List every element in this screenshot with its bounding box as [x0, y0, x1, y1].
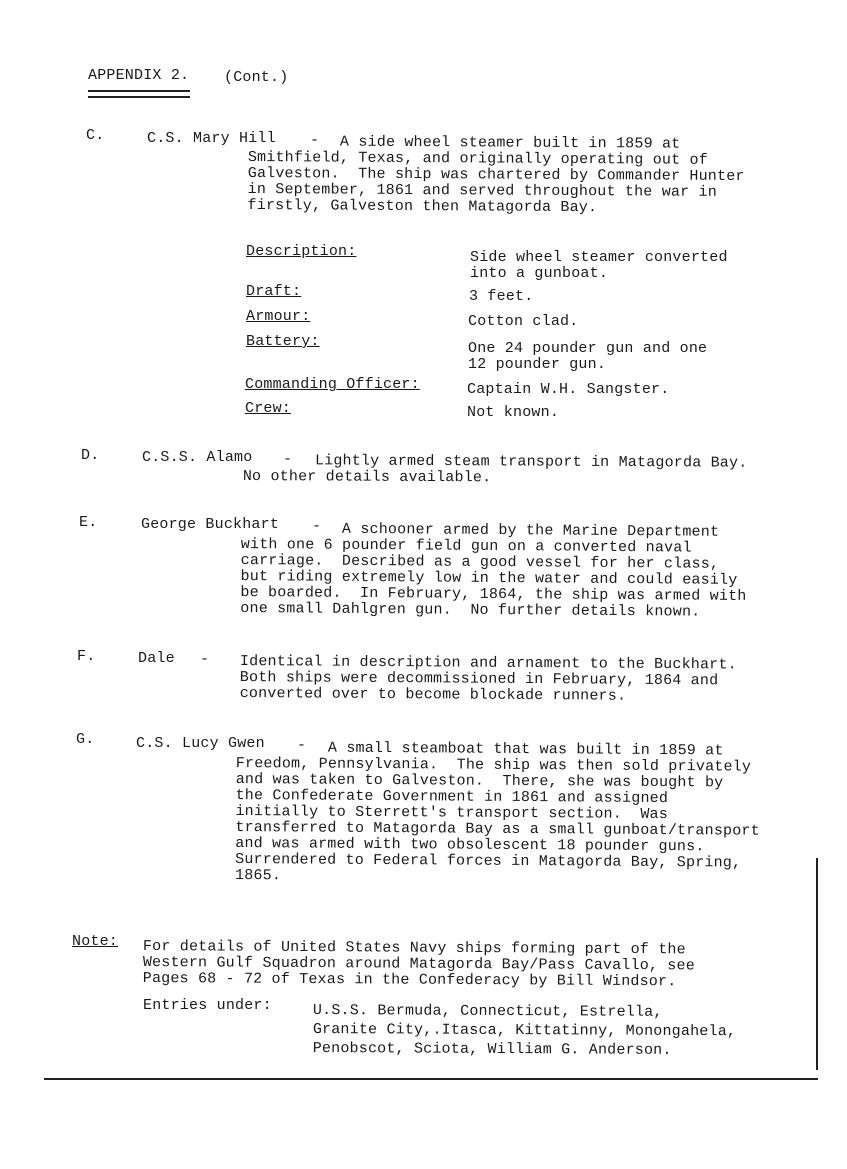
entry-d-line-2: No other details available. [242, 467, 492, 487]
note-text [143, 939, 695, 990]
entry-d-line-1: Lightly armed steam transport in Matagorda Bay. [314, 452, 748, 472]
entry-d-name: C.S.S. Alamo [142, 449, 253, 466]
entry-c-dash: - [310, 132, 320, 149]
spec-description-value-line-2: into a gunboat. [470, 265, 609, 282]
spec-description-value-line-1: Side wheel steamer converted [470, 249, 728, 266]
appendix-cont: (Cont.) [224, 69, 289, 86]
entry-e-line-6: one small Dahlgren gun. No further details known. [240, 599, 701, 621]
entry-c-letter: C. [86, 127, 105, 144]
note-entries-line-2: Granite City,.Itasca, Kittatinny, Monongahela, [312, 1020, 737, 1041]
spec-battery-label: Battery: [246, 333, 320, 350]
entry-c-name: C.S. Mary Hill [147, 130, 276, 147]
entry-g-letter: G. [76, 731, 95, 748]
entry-f-line-3: converted over to become blockade runners. [239, 684, 627, 705]
note-line-1: For details of United States Navy ships forming part of the [142, 938, 686, 959]
title-underline-1 [88, 90, 190, 92]
entry-e-description [240, 518, 747, 621]
entry-c-line-3: Galveston. The ship was chartered by Commander Hunter [247, 164, 745, 186]
spec-battery-value-line-2: 12 pounder gun. [468, 356, 607, 373]
note-entries-list [313, 1001, 737, 1060]
entry-g-dash: - [297, 737, 307, 754]
entry-f-line-1: Identical in description and arnament to the Buckhart. [239, 653, 737, 674]
entry-e-name: George Buckhart [141, 516, 280, 533]
spec-draft-label: Draft: [246, 283, 302, 300]
entry-d-description [243, 453, 748, 488]
spec-armour-value: Cotton clad. [468, 313, 579, 330]
spec-crew-value: Not known. [467, 404, 560, 421]
entry-e-line-5: be boarded. In February, 1864, the ship was armed with [240, 583, 747, 605]
note-line-3: Pages 68 - 72 of Texas in the Confederacy by Bill Windsor. [142, 969, 677, 991]
entry-c-line-5: firstly, Galveston then Matagorda Bay. [247, 196, 598, 217]
entry-g-line-7: and was armed with two obsolescent 18 pounder guns. [235, 834, 705, 856]
entry-g-line-3: and was taken to Galveston. There, she was bought by [235, 770, 724, 792]
entry-g-line-4: the Confederate Government in 1861 and assigned [235, 786, 669, 808]
entry-f-name: Dale [138, 650, 175, 667]
entry-e-line-4: but riding extremely low in the water and could easily [240, 567, 738, 589]
entry-d-letter: D. [81, 447, 100, 464]
entry-f-dash: - [200, 651, 210, 668]
spec-battery-value [468, 341, 707, 373]
entry-e-dash: - [312, 518, 322, 535]
entry-e-line-2: with one 6 pounder field gun on a converted naval [240, 535, 692, 557]
entry-g-line-1: A small steamboat that was built in 1859 at [327, 739, 724, 760]
entry-g-line-2: Freedom, Pennsylvania. The ship was then sold privately [235, 754, 752, 776]
entry-e-line-3: carriage. Described as a good vessel for her class, [240, 551, 720, 573]
entry-e-line-1: A schooner armed by the Marine Department [341, 520, 720, 541]
entry-g-line-8: Surrendered to Federal forces in Matagorda Bay, Spring, [235, 850, 742, 872]
entry-c-line-2: Smithfield, Texas, and originally operating out of [247, 148, 708, 169]
spec-crew-label: Crew: [245, 400, 292, 417]
entry-f-line-2: Both ships were decommissioned in February, 1864 and [239, 668, 719, 690]
entry-g-line-5: initially to Sterrett's transport section. Was [235, 802, 669, 824]
entry-f-description [240, 654, 737, 705]
note-label: Note: [72, 933, 119, 950]
right-margin-rule [816, 858, 818, 1070]
spec-battery-value-line-1: One 24 pounder gun and one [468, 340, 708, 357]
spec-description-value [470, 250, 728, 282]
note-entries-line-1: U.S.S. Bermuda, Connecticut, Estrella, [312, 1002, 663, 1021]
spec-officer-value: Captain W.H. Sangster. [467, 381, 670, 398]
entry-g-line-6: transferred to Matagorda Bay as a small gunboat/transport [235, 818, 760, 840]
entry-e-letter: E. [79, 514, 98, 531]
spec-description-label: Description: [246, 243, 357, 260]
entry-g-name: C.S. Lucy Gwen [136, 735, 265, 752]
entry-c-line-4: in September, 1861 and served throughout the war in [247, 180, 717, 201]
bottom-rule [44, 1078, 818, 1080]
spec-armour-label: Armour: [246, 308, 311, 325]
appendix-title: APPENDIX 2. [88, 67, 190, 84]
note-line-2: Western Gulf Squadron around Matagorda Bay/Pass Cavallo, see [142, 953, 695, 975]
spec-draft-value: 3 feet. [469, 288, 534, 305]
spec-officer-label: Commanding Officer: [245, 376, 420, 393]
entry-g-line-9: 1865. [234, 866, 282, 885]
entry-g-description [234, 737, 760, 888]
entry-d-dash: - [283, 451, 293, 468]
note-entries-line-3: Penobscot, Sciota, William G. Anderson. [312, 1039, 672, 1059]
title-underline-2 [88, 96, 190, 98]
entry-c-line-1: A side wheel steamer built in 1859 at [339, 133, 681, 153]
note-entries-label: Entries under: [143, 997, 272, 1014]
entry-c-description [248, 134, 745, 217]
entry-f-letter: F. [77, 648, 96, 665]
